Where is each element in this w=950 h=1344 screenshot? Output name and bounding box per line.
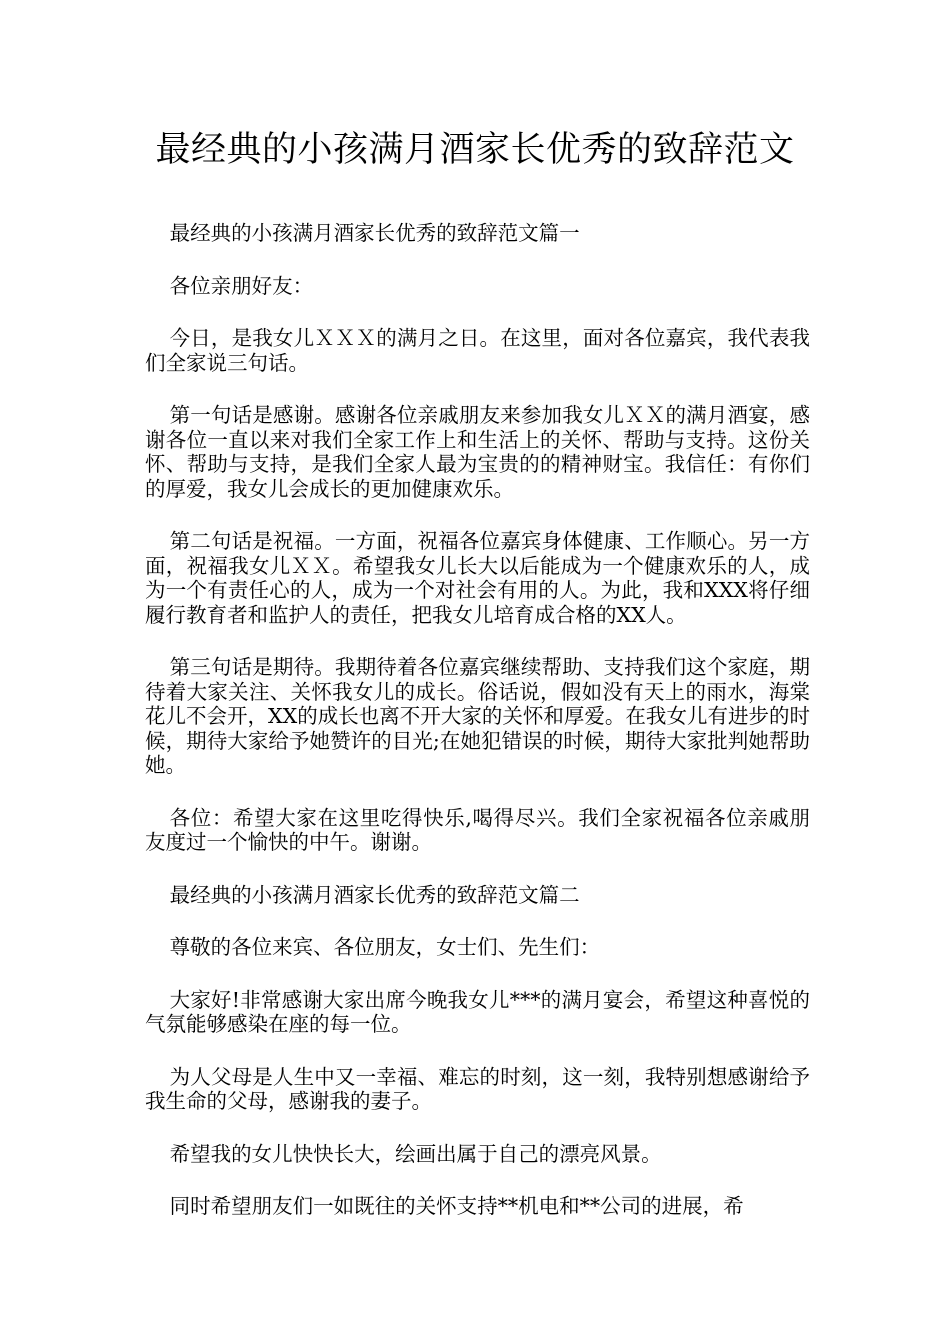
body-paragraph: 第一句话是感谢。感谢各位亲戚朋友来参加我女儿ＸＸ的满月酒宴，感谢各位一直以来对我们全家工作上和生活上的关怀、帮助与支持。这份关怀、帮助与支持，是我们全家人最为宝贵的的精神财宝。我信任：有你们的厚爱，我女儿会成长的更加健康欢乐。 [145,403,810,501]
body-paragraph-truncated: 同时希望朋友们一如既往的关怀支持**机电和**公司的进展，希 [169,1194,744,1218]
body-paragraph: 今日，是我女儿ＸＸＸ的满月之日。在这里，面对各位嘉宾，我代表我们全家说三句话。 [145,326,810,375]
salutation-paragraph: 各位亲朋好友： [169,273,314,298]
body-paragraph: 希望我的女儿快快长大，绘画出属于自己的漂亮风景。 [169,1141,662,1166]
section-heading-one: 最经典的小孩满月酒家长优秀的致辞范文篇一 [169,221,580,245]
body-paragraph: 第二句话是祝福。一方面，祝福各位嘉宾身体健康、工作顺心。另一方面，祝福我女儿ＸＸ。希望我女儿长大以后能成为一个健康欢乐的人，成为一个有责任心的人，成为一个对社会有用的人。为此，我和XXX将仔细履行教育者和监护人的责任，把我女儿培育成合格的XX人。 [145,529,810,627]
body-paragraph: 第三句话是期待。我期待着各位嘉宾继续帮助、支持我们这个家庭，期待着大家关注、关怀我女儿的成长。俗话说，假如没有天上的雨水，海棠花儿不会开，XX的成长也离不开大家的关怀和厚爱。在我女儿有进步的时候，期待大家给予她赞许的目光;在她犯错误的时候，期待大家批判她帮助她。 [145,655,810,777]
document-body [145,221,810,1247]
document-title: 最经典的小孩满月酒家长优秀的致辞范文 [155,130,795,170]
salutation-paragraph: 尊敬的各位来宾、各位朋友，女士们、先生们： [169,935,601,959]
section-heading-two: 最经典的小孩满月酒家长优秀的致辞范文篇二 [169,882,580,907]
body-paragraph: 各位：希望大家在这里吃得快乐,喝得尽兴。我们全家祝福各位亲戚朋友度过一个愉快的中午。谢谢。 [145,805,810,854]
body-paragraph: 大家好!非常感谢大家出席今晚我女儿***的满月宴会，希望这种喜悦的气氛能够感染在座的每一位。 [145,987,810,1036]
body-paragraph: 为人父母是人生中又一幸福、难忘的时刻，这一刻，我特别想感谢给予我生命的父母，感谢我的妻子。 [145,1064,810,1113]
